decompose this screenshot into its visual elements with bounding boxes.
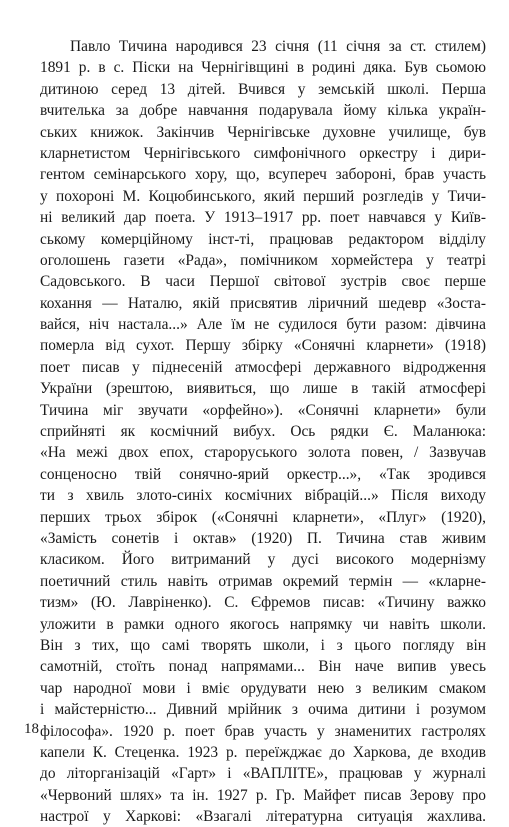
text-line: капели К. Стеценка. 1923 р. переїжджає до Харкова, де входив [40, 743, 486, 761]
text-line: сонценосно твій сонячно-ярий оркестр...», «Так зродився [40, 465, 486, 483]
text-line: дитиною серед 13 дітей. Вчився у земській школі. Перша [40, 80, 486, 98]
text-line: України (зрештою, виявиться, що лише в такій атмосфері [40, 380, 486, 398]
text-line: уложити в рамки одного якогось напрямку чи навіть школи. [40, 615, 486, 633]
text-line: класиком. Його витриманий у дусі високого модернізму [40, 551, 486, 569]
text-line: ському комерційному інст-ті, працював редактором відділу [40, 230, 486, 248]
text-line: оголошень газети «Рада», помічником хормейстера у театрі [40, 251, 486, 269]
text-line: ти з хвиль злото-синіх космічних вібрацій...» Після виходу [40, 487, 486, 505]
text-line: «Замість сонетів і октав» (1920) П. Тичина став живим [40, 529, 486, 547]
text-line: перших трьох збірок («Сонячні кларнети», «Плуг» (1920), [40, 508, 486, 526]
text-line: померла від сухот. Першу збірку «Сонячні кларнети» (1918) [40, 337, 486, 355]
text-line: Тичина міг звучати «орфейно»). «Сонячні кларнети» були [40, 401, 486, 419]
body-paragraph [40, 36, 486, 827]
text-line: у похороні М. Коцюбинського, який перший розгледів у Тичи- [40, 187, 486, 205]
text-line: філософа». 1920 р. поет брав участь у знаменитих гастролях [40, 722, 486, 740]
text-line: ні великий дар поета. У 1913–1917 рр. поет навчався у Київ- [40, 209, 486, 227]
text-line: «На межі двох епох, староруського золота повен, / Зазвучав [40, 444, 486, 462]
text-line: Він з тих, що самі творять школи, і з цього погляду він [40, 636, 486, 654]
text-line: чар народної мови і вміє орудувати нею з великим смаком [40, 679, 486, 697]
text-line: Садовського. В часи Першої світової зустрів своє перше [40, 273, 486, 291]
text-line: ських книжок. Закінчив Чернігівське духовне училище, був [40, 123, 486, 141]
text-line: «Червоний шлях» та ін. 1927 р. Гр. Майфет писав Зерову про [40, 786, 486, 804]
text-line: поетичний стиль навіть отримав окремий термін — «кларне- [40, 572, 486, 590]
text-line: поет писав у піднесеній атмосфері державного відродження [40, 358, 486, 376]
text-line: сприйняті як космічний вибух. Ось рядки Є. Маланюка: [40, 423, 486, 441]
text-line: кларнетистом Чернігівського симфонічного оркестру і дири- [40, 144, 486, 162]
text-line: тизм» (Ю. Лавріненко). С. Єфремов писав: «Тичину важко [40, 594, 486, 612]
text-line: вчителька за добре навчання подарувала йому кілька україн- [40, 102, 486, 120]
text-line: до літорганізацій «Гарт» і «ВАПЛІТЕ», працював у журналі [40, 765, 486, 783]
text-line: вайся, ніч настала...» Але їм не судилося бути разом: дівчина [40, 316, 486, 334]
text-line: самотній, стоїть понад напрямами... Він наче випив увесь [40, 658, 486, 676]
text-line: і майстерністю... Дивний мрійник з очима дитини і розумом [40, 701, 486, 719]
text-line: 1891 р. в с. Піски на Чернігівщині в родині дяка. Був сьомою [40, 59, 486, 77]
text-line: гентом семінарського хору, що, всупереч забороні, брав участь [40, 166, 486, 184]
text-line: Павло Тичина народився 23 січня (11 січня за ст. стилем) [70, 38, 486, 55]
page-number: 18 [24, 721, 39, 737]
text-line: кохання — Наталю, якій присвятив ліричний шедевр «Зоста- [40, 294, 486, 312]
text-line: настрої у Харкові: «Взагалі літературна ситуація жахлива. [40, 808, 486, 826]
